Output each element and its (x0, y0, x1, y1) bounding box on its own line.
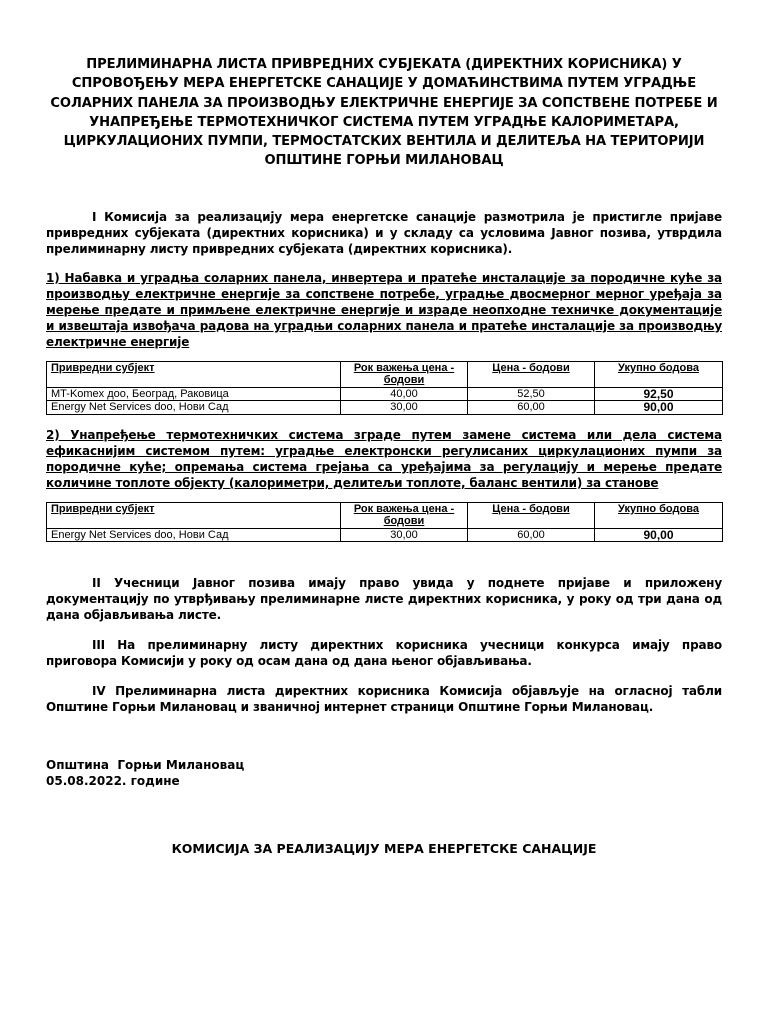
section1-heading: 1) Набавка и уградња соларних панела, инвертера и пратеће инсталације за породичне куће за производњу електричне енергије за сопствене потребе, уградње двосмерног мерног уређаја за мерење предате и примљене електричне енергије и израде неопходне техничке документације и извештаја извођача радова на уградњи соларних панела и пратеће инсталације за производњу електричне енергије (46, 270, 722, 349)
document-date: 05.08.2022. године (46, 774, 180, 789)
table-header-row (47, 361, 723, 387)
title-line: СПРОВОЂЕЊУ МЕРА ЕНЕРГЕТСКЕ САНАЦИЈЕ У ДОМАЋИНСТВИМА ПУТЕМ УГРАДЊЕ (71, 76, 697, 92)
section1-table (46, 361, 723, 415)
table-row (47, 387, 723, 401)
price-cell: 60,00 (468, 528, 595, 542)
total-cell: 92,50 (595, 387, 723, 401)
title-line: ЦИРКУЛАЦИОНИХ ПУМПИ, ТЕРМОСТАТСКИХ ВЕНТИЛА И ДЕЛИТЕЉА НА ТЕРИТОРИЈИ (63, 134, 705, 150)
price-cell: 52,50 (468, 387, 595, 401)
validity-cell: 40,00 (341, 387, 468, 401)
table-header-row (47, 502, 723, 528)
validity-cell: 30,00 (341, 528, 468, 542)
total-cell: 90,00 (595, 401, 723, 415)
company-cell: Energy Net Services doo, Нови Сад (47, 401, 341, 415)
table-row (47, 401, 723, 415)
column-header: Привредни субјект (47, 361, 341, 387)
section2-table (46, 502, 723, 543)
price-cell: 60,00 (468, 401, 595, 415)
document-title (46, 55, 722, 171)
section2-heading: 2) Унапређење термотехничких система зграде путем замене система или дела система ефикаснијим системом путем: уградње електронски регулисаних циркулационих пумпи за породичне куће; опремања система грејања са уређајима за регулацију и мерење предате количине топлоте објекту (калориметри, делитељи топлоте, баланс вентили) за станове (46, 427, 722, 490)
column-header: Цена - бодови (468, 361, 595, 387)
table-row (47, 528, 723, 542)
commission-name: КОМИСИЈА ЗА РЕАЛИЗАЦИЈУ МЕРА ЕНЕРГЕТСКЕ САНАЦИЈЕ (171, 841, 597, 857)
paragraph-iii: III На прелиминарну листу директних корисника учесници конкурса имају право приговора Комисији у року од осам дана од дана њеног објављивања. (46, 638, 722, 669)
title-line: УНАПРЕЂЕЊЕ ТЕРМОТЕХНИЧКОГ СИСТЕМА ПУТЕМ УГРАДЊЕ КАЛОРИМЕТАРА, (89, 114, 679, 130)
company-cell: MT-Komex доо, Београд, Раковица (47, 387, 341, 401)
intro-paragraph: I Комисија за реализацију мера енергетске санације размотрила је пристигле пријаве привредних субјеката (директних корисника) и у складу са условима Јавног позива, утврдила прелиминарну листу привредних субјеката (директних корисника). (46, 209, 722, 256)
column-header: Рок важења цена - бодови (341, 502, 468, 528)
document-page (46, 55, 722, 856)
column-header: Укупно бодова (595, 502, 723, 528)
column-header: Рок важења цена - бодови (341, 361, 468, 387)
paragraph-iv: IV Прелиминарна листа директних корисника Комисија објављује на огласној табли Општине Горњи Милановац и званичној интернет страници Општине Горњи Милановац. (46, 684, 722, 715)
title-line: ПРЕЛИМИНАРНА ЛИСТА ПРИВРЕДНИХ СУБЈЕКАТА (ДИРЕКТНИХ КОРИСНИКА) У (86, 57, 682, 72)
title-line: ОПШТИНЕ ГОРЊИ МИЛАНОВАЦ (264, 153, 504, 169)
total-cell: 90,00 (595, 528, 723, 542)
validity-cell: 30,00 (341, 401, 468, 415)
column-header: Укупно бодова (595, 361, 723, 387)
municipality-name: Општина Горњи Милановац (46, 758, 245, 773)
title-line: СОЛАРНИХ ПАНЕЛА ЗА ПРОИЗВОДЊУ ЕЛЕКТРИЧНЕ ЕНЕРГИЈЕ ЗА СОПСТВЕНЕ ПОТРЕБЕ И (50, 95, 718, 111)
company-cell: Energy Net Services doo, Нови Сад (47, 528, 341, 542)
column-header: Цена - бодови (468, 502, 595, 528)
column-header: Привредни субјект (47, 502, 341, 528)
signature-block (46, 757, 722, 789)
paragraph-ii: II Учесници Јавног позива имају право увида у поднете пријаве и приложену документацију по утврђивању прелиминарне листе директних корисника, у року од три дана од дана објављивања листе. (46, 576, 722, 623)
